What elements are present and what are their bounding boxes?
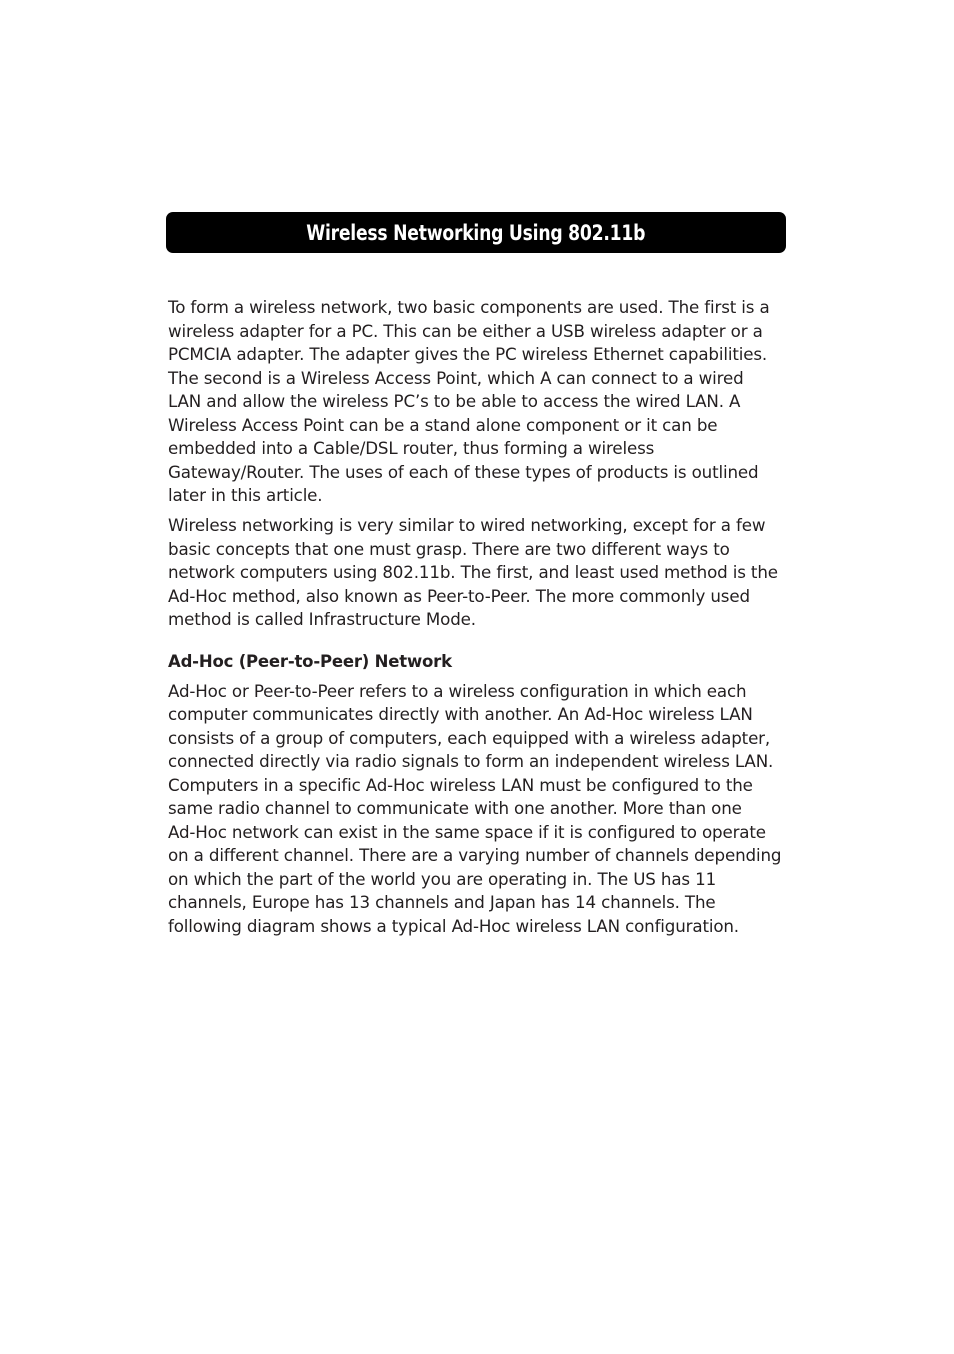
- text-line: Gateway/Router. The uses of each of these types of products is outlined: [168, 461, 759, 482]
- text-line: channels, Europe has 13 channels and Japan has 14 channels. The: [168, 892, 716, 912]
- text-line: same radio channel to communicate with one another. More than one: [168, 798, 742, 818]
- text-line: on which the part of the world you are operating in. The US has 11: [168, 868, 717, 889]
- text-line: Ad-Hoc or Peer-to-Peer refers to a wireless configuration in which each: [168, 680, 747, 701]
- text-line: computer communicates directly with another. An Ad-Hoc wireless LAN: [168, 704, 753, 724]
- document-body: [168, 296, 786, 938]
- text-line: LAN and allow the wireless PC’s to be able to access the wired LAN. A: [168, 391, 741, 411]
- text-line: connected directly via radio signals to form an independent wireless LAN.: [168, 751, 774, 771]
- text-line: To form a wireless network, two basic components are used. The first is a: [168, 297, 770, 317]
- page-title: Wireless Networking Using 802.11b: [306, 220, 646, 245]
- text-line: The second is a Wireless Access Point, which A can connect to a wired: [168, 367, 744, 388]
- section-title-bar: [166, 212, 786, 253]
- text-line: Ad-Hoc network can exist in the same space if it is configured to operate: [168, 821, 766, 842]
- text-line: wireless adapter for a PC. This can be either a USB wireless adapter or a: [168, 320, 763, 341]
- text-line: Wireless networking is very similar to wired networking, except for a few: [168, 515, 766, 535]
- text-line: following diagram shows a typical Ad-Hoc wireless LAN configuration.: [168, 915, 739, 936]
- adhoc-paragraph: [168, 680, 786, 939]
- text-line: Computers in a specific Ad-Hoc wireless LAN must be configured to the: [168, 774, 753, 795]
- text-line: on a different channel. There are a varying number of channels depending: [168, 845, 782, 865]
- section-heading: Ad-Hoc (Peer-to-Peer) Network: [168, 651, 452, 671]
- text-line: PCMCIA adapter. The adapter gives the PC wireless Ethernet capabilities.: [168, 344, 768, 364]
- text-line: basic concepts that one must grasp. There are two different ways to: [168, 538, 730, 559]
- text-line: network computers using 802.11b. The first, and least used method is the: [168, 562, 778, 582]
- comparison-paragraph: [168, 514, 786, 632]
- text-line: Wireless Access Point can be a stand alone component or it can be: [168, 414, 718, 435]
- text-line: embedded into a Cable/DSL router, thus forming a wireless: [168, 438, 655, 458]
- text-line: Ad-Hoc method, also known as Peer-to-Peer. The more commonly used: [168, 585, 750, 606]
- text-line: method is called Infrastructure Mode.: [168, 609, 476, 629]
- text-line: consists of a group of computers, each equipped with a wireless adapter,: [168, 727, 771, 748]
- text-line: later in this article.: [168, 485, 323, 505]
- intro-paragraph: [168, 296, 786, 508]
